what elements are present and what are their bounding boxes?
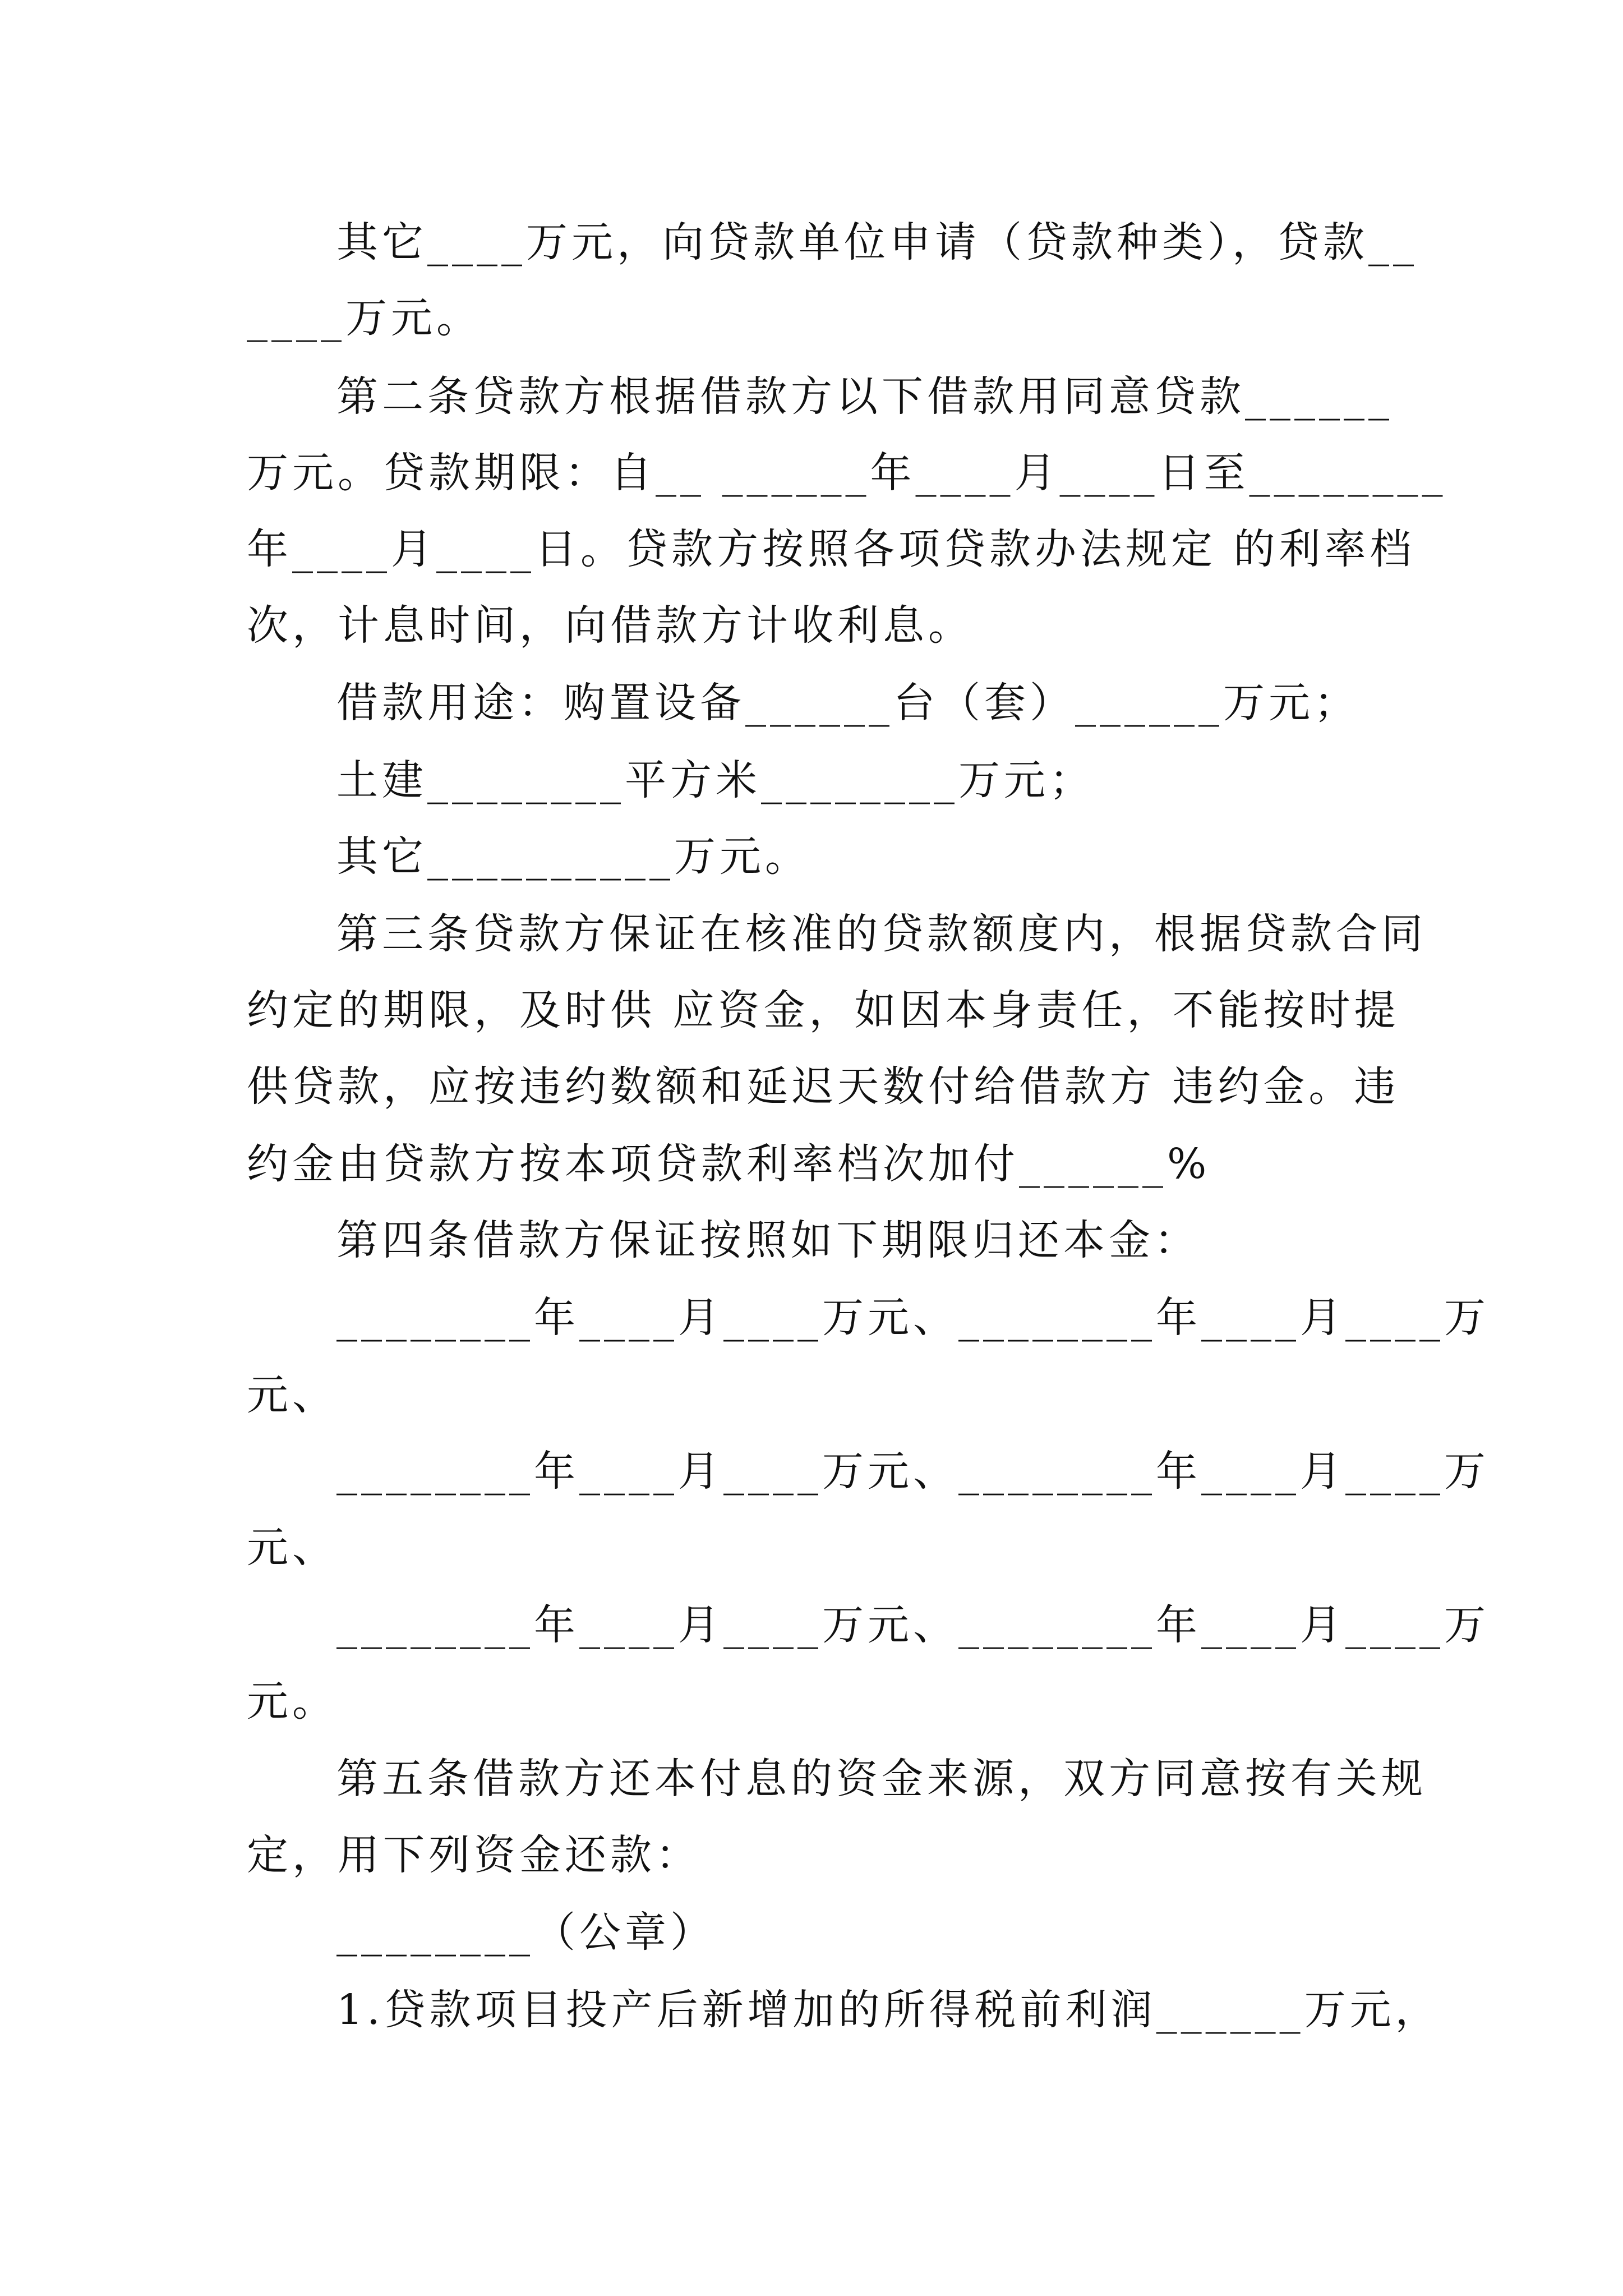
text-line: ________年____月____万元、________年____月____万 [336,1447,1490,1496]
text-line: 约定的期限，及时供 应资金，如因本身责任，不能按时提 [247,986,1400,1034]
text-line: 年____月____日。贷款方按照各项贷款办法规定 的利率档 [247,525,1415,573]
text-line: 第三条贷款方保证在核准的贷款额度内，根据贷款合同 [336,910,1427,958]
text-line: 约金由贷款方按本项贷款利率档次加付______% [247,1140,1211,1188]
text-line: 万元。贷款期限：自__ ______年____月____日至________ [247,449,1447,497]
text-line: 定，用下列资金还款： [247,1831,701,1879]
text-line: 次，计息时间，向借款方计收利息。 [247,601,974,650]
text-line: 1.贷款项目投产后新增加的所得税前利润______万元， [336,1986,1441,2034]
text-line: 土建________平方米________万元； [336,756,1095,804]
text-line: 第四条借款方保证按照如下期限归还本金： [336,1216,1200,1264]
text-line: 元、 [247,1371,338,1419]
text-line: 其它____万元，向贷款单位申请（贷款种类），贷款__ [336,218,1418,266]
text-line: 第五条借款方还本付息的资金来源，双方同意按有关规 [336,1755,1427,1803]
text-line: ________（公章） [336,1908,716,1957]
text-line: ____万元。 [247,294,482,342]
text-line: 元。 [247,1677,338,1726]
text-line: ________年____月____万元、________年____月____万 [336,1294,1490,1342]
text-line: 借款用途：购置设备______台（套）______万元； [336,679,1359,727]
text-line: 供贷款，应按违约数额和延迟天数付给借款方 违约金。违 [247,1062,1400,1111]
text-line: 其它__________万元。 [336,832,810,881]
text-line: 元、 [247,1524,338,1572]
text-line: ________年____月____万元、________年____月____万 [336,1601,1490,1649]
text-line: 第二条贷款方根据借款方以下借款用同意贷款______ [336,372,1393,421]
